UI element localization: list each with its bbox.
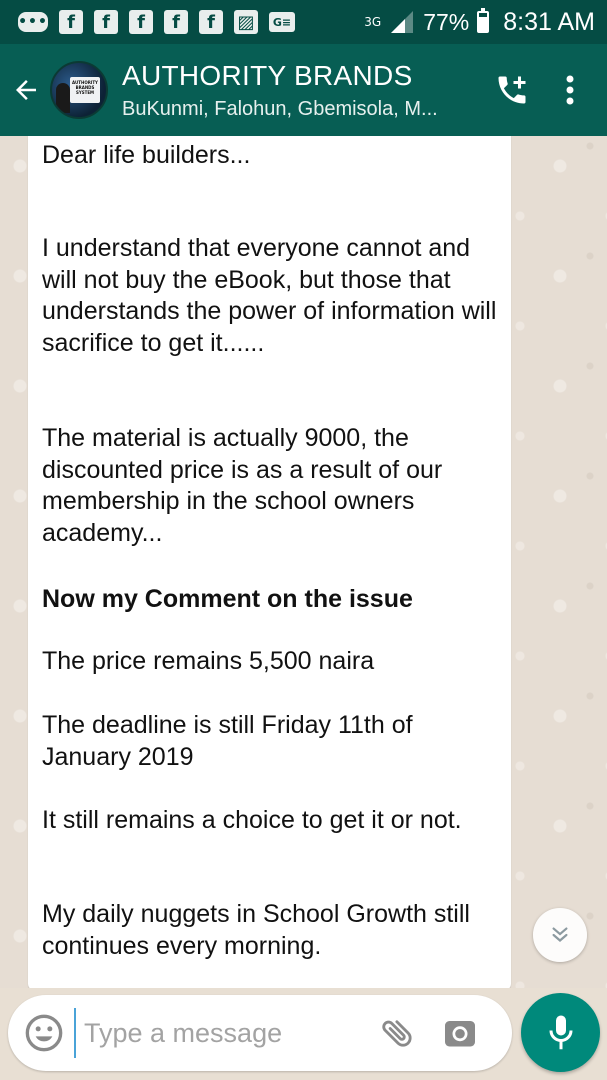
phone-plus-icon: [494, 72, 530, 108]
avatar-person-figure: [56, 83, 70, 113]
facebook-icon: f: [59, 10, 83, 34]
ge-icon: G≡: [269, 12, 295, 32]
compose-bar: [8, 995, 512, 1071]
scroll-to-bottom-button[interactable]: [533, 908, 587, 962]
notification-icons: [18, 10, 295, 34]
status-bar: [0, 0, 607, 44]
chat-title: AUTHORITY BRANDS: [122, 59, 413, 91]
more-vert-icon: [566, 75, 574, 105]
chat-title-block[interactable]: [122, 60, 489, 121]
message-bubble[interactable]: [28, 136, 511, 988]
back-arrow-icon: [11, 75, 41, 105]
attach-button[interactable]: [372, 1003, 424, 1063]
emoji-icon: [24, 1013, 64, 1053]
battery-percent: 77%: [423, 8, 470, 35]
gallery-icon: ▨: [234, 10, 258, 34]
facebook-icon: f: [94, 10, 118, 34]
message-paragraph: The price remains 5,500 naira: [42, 647, 375, 675]
facebook-icon: f: [129, 10, 153, 34]
message-paragraph: My daily nuggets in School Growth still continues every morning.: [42, 900, 470, 960]
overflow-menu-button[interactable]: [555, 60, 585, 120]
back-button[interactable]: [2, 44, 50, 136]
clock: 8:31 AM: [503, 7, 595, 36]
double-chevron-down-icon: [549, 924, 571, 946]
group-avatar[interactable]: [50, 61, 108, 119]
chat-participants: BuKunmi, Falohun, Gbemisola, M...: [122, 97, 438, 120]
message-heading: Now my Comment on the issue: [42, 585, 413, 613]
facebook-icon: f: [199, 10, 223, 34]
message-input[interactable]: [74, 1008, 364, 1058]
add-call-button[interactable]: [489, 60, 535, 120]
battery-icon: [477, 11, 489, 33]
signal-icon: [389, 11, 415, 33]
chat-header: [0, 44, 607, 136]
message-paragraph: I understand that everyone cannot and will not buy the eBook, but those that understands the power of information will sacrifice to get it......: [42, 234, 497, 357]
system-status: [364, 8, 595, 37]
emoji-button[interactable]: [14, 1003, 74, 1063]
more-notifications-icon: •••: [18, 14, 48, 30]
camera-icon: [442, 1015, 478, 1051]
battery-fill: [479, 17, 487, 31]
chat-message-list[interactable]: [0, 136, 607, 988]
message-paragraph: It still remains a choice to get it or not.: [42, 806, 462, 834]
microphone-icon: [546, 1014, 576, 1052]
facebook-icon: f: [164, 10, 188, 34]
message-paragraph: The material is actually 9000, the discounted price is as a result of our membership in the school owners academy...: [42, 424, 443, 547]
message-greeting: Dear life builders...: [42, 141, 251, 169]
avatar-logo: AUTHORITY BRANDS SYSTEM: [70, 77, 100, 103]
camera-button[interactable]: [434, 1003, 486, 1063]
paperclip-icon: [379, 1014, 417, 1052]
voice-message-button[interactable]: [521, 993, 600, 1072]
message-paragraph: The deadline is still Friday 11th of January 2019: [42, 711, 413, 771]
network-type-label: 3G: [364, 14, 382, 29]
